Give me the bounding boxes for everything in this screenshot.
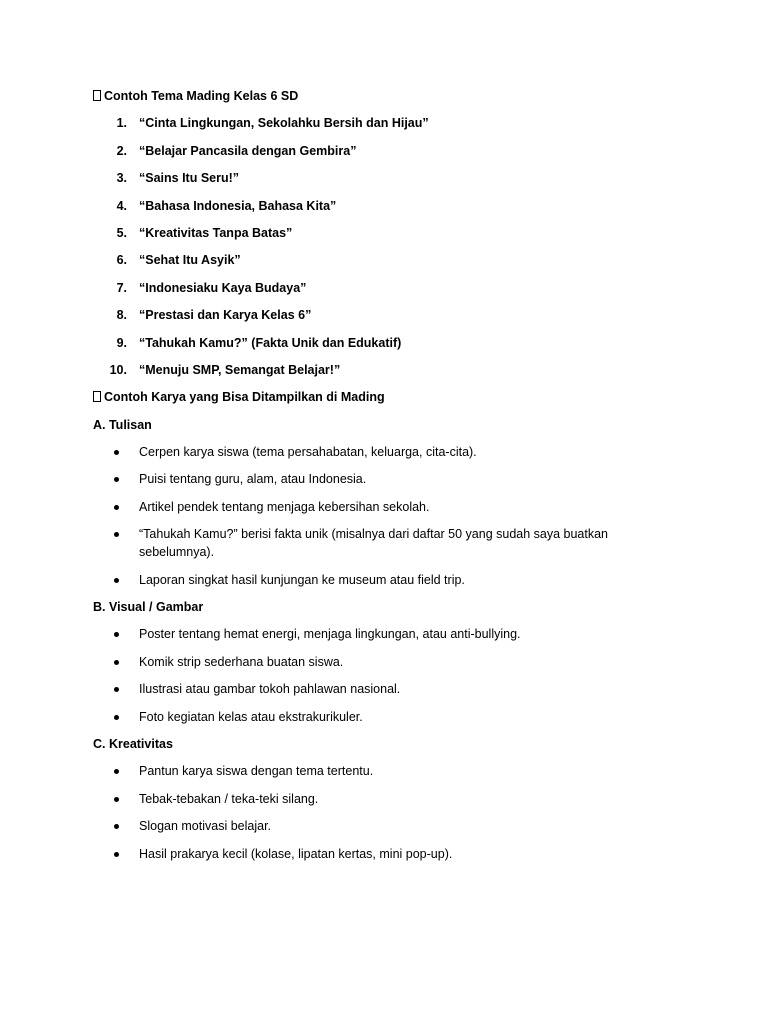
bullet-icon bbox=[114, 824, 119, 829]
subsection-a-heading: A. Tulisan bbox=[93, 417, 152, 432]
list-number: 5. bbox=[116, 225, 127, 240]
list-item bbox=[93, 443, 639, 461]
list-item-text: Pantun karya siswa dengan tema tertentu. bbox=[139, 764, 374, 779]
list-item bbox=[93, 361, 693, 379]
list-item-text: Foto kegiatan kelas atau ekstrakurikuler. bbox=[139, 709, 363, 724]
list-item-text: “Sehat Itu Asyik” bbox=[139, 253, 241, 268]
subsection-b-heading: B. Visual / Gambar bbox=[93, 600, 204, 615]
list-item-text: “Prestasi dan Karya Kelas 6” bbox=[139, 308, 312, 323]
bullet-icon bbox=[114, 687, 119, 692]
list-item bbox=[93, 525, 639, 561]
list-item bbox=[93, 470, 639, 488]
bullet-icon bbox=[114, 715, 119, 720]
list-item bbox=[93, 680, 639, 698]
list-number: 3. bbox=[116, 171, 127, 186]
bullet-icon bbox=[114, 769, 119, 774]
list-item bbox=[93, 224, 693, 242]
list-item bbox=[93, 142, 693, 160]
list-item bbox=[93, 790, 639, 808]
themes-heading bbox=[93, 87, 693, 105]
subsection-c-list bbox=[93, 762, 693, 862]
list-item bbox=[93, 279, 693, 297]
list-item-text: “Indonesiaku Kaya Budaya” bbox=[139, 280, 307, 295]
list-item bbox=[93, 708, 639, 726]
list-item-text: “Menuju SMP, Semangat Belajar!” bbox=[139, 362, 341, 377]
list-number: 1. bbox=[116, 116, 127, 131]
bullet-icon bbox=[114, 852, 119, 857]
list-item-text: Hasil prakarya kecil (kolase, lipatan kertas, mini pop-up). bbox=[139, 846, 453, 861]
list-item bbox=[93, 306, 693, 324]
list-number: 4. bbox=[116, 198, 127, 213]
list-item-text: “Belajar Pancasila dengan Gembira” bbox=[139, 143, 357, 158]
subsection-a-list bbox=[93, 443, 693, 589]
list-item-text: Cerpen karya siswa (tema persahabatan, keluarga, cita-cita). bbox=[139, 445, 477, 460]
list-item-text: Puisi tentang guru, alam, atau Indonesia. bbox=[139, 472, 367, 487]
list-item-text: Artikel pendek tentang menjaga kebersihan sekolah. bbox=[139, 499, 430, 514]
list-item bbox=[93, 653, 639, 671]
bullet-icon bbox=[114, 505, 119, 510]
list-number: 7. bbox=[116, 280, 127, 295]
missing-glyph-icon bbox=[93, 391, 101, 402]
works-heading-text: Contoh Karya yang Bisa Ditampilkan di Mading bbox=[104, 390, 385, 405]
list-number: 10. bbox=[109, 362, 127, 377]
list-number: 8. bbox=[116, 308, 127, 323]
subsection-b-list bbox=[93, 625, 693, 725]
document-content bbox=[93, 87, 693, 872]
list-item-text: “Tahukah Kamu?” berisi fakta unik (misalnya dari daftar 50 yang sudah saya buatkan sebelumnya). bbox=[139, 527, 609, 560]
list-item-text: Tebak-tebakan / teka-teki silang. bbox=[139, 791, 319, 806]
bullet-icon bbox=[114, 532, 119, 537]
list-item-text: “Sains Itu Seru!” bbox=[139, 171, 240, 186]
list-item bbox=[93, 498, 639, 516]
list-item-text: Slogan motivasi belajar. bbox=[139, 819, 272, 834]
list-item-text: “Kreativitas Tanpa Batas” bbox=[139, 225, 293, 240]
list-item bbox=[93, 169, 693, 187]
subsection-c-heading: C. Kreativitas bbox=[93, 736, 173, 751]
list-item-text: “Cinta Lingkungan, Sekolahku Bersih dan Hijau” bbox=[139, 116, 429, 131]
list-item bbox=[93, 114, 693, 132]
bullet-icon bbox=[114, 450, 119, 455]
themes-list bbox=[93, 114, 693, 379]
list-item-text: Komik strip sederhana buatan siswa. bbox=[139, 654, 344, 669]
list-item bbox=[93, 334, 693, 352]
missing-glyph-icon bbox=[93, 90, 101, 101]
list-number: 6. bbox=[116, 253, 127, 268]
list-item-text: Poster tentang hemat energi, menjaga lingkungan, atau anti-bullying. bbox=[139, 627, 521, 642]
list-item bbox=[93, 845, 639, 863]
list-item-text: “Tahukah Kamu?” (Fakta Unik dan Edukatif) bbox=[139, 335, 402, 350]
works-heading bbox=[93, 388, 693, 406]
bullet-icon bbox=[114, 477, 119, 482]
list-number: 2. bbox=[116, 143, 127, 158]
list-item bbox=[93, 625, 639, 643]
list-item-text: “Bahasa Indonesia, Bahasa Kita” bbox=[139, 198, 337, 213]
bullet-icon bbox=[114, 660, 119, 665]
bullet-icon bbox=[114, 632, 119, 637]
list-item-text: Laporan singkat hasil kunjungan ke museum atau field trip. bbox=[139, 572, 465, 587]
list-item-text: Ilustrasi atau gambar tokoh pahlawan nasional. bbox=[139, 682, 401, 697]
bullet-icon bbox=[114, 797, 119, 802]
list-item bbox=[93, 817, 639, 835]
list-item bbox=[93, 571, 639, 589]
list-item bbox=[93, 251, 693, 269]
themes-heading-text: Contoh Tema Mading Kelas 6 SD bbox=[104, 89, 299, 103]
list-item bbox=[93, 762, 639, 780]
list-item bbox=[93, 197, 693, 215]
list-number: 9. bbox=[116, 335, 127, 350]
bullet-icon bbox=[114, 578, 119, 583]
